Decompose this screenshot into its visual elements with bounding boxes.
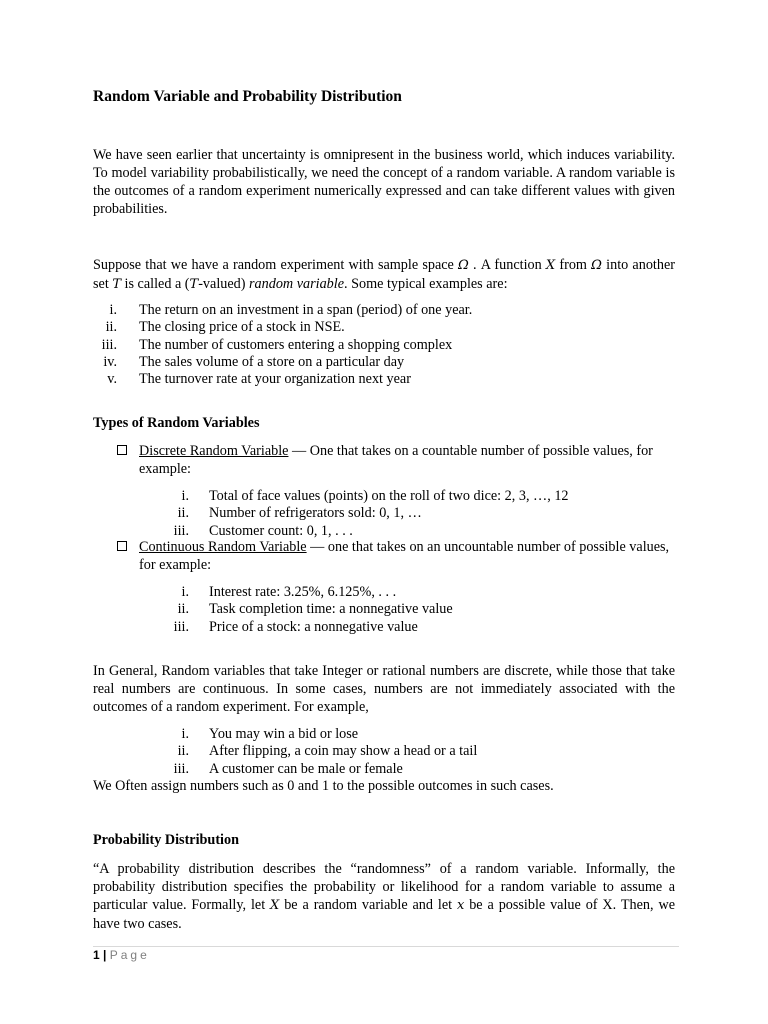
probability-distribution-heading: Probability Distribution <box>93 832 239 848</box>
intro-paragraph: We have seen earlier that uncertainty is omnipresent in the business world, which induces variability. To model variability probabilistically, we need the concept of a random variable. A random variable is the outcomes of a random experiment numerically expressed and can take different values with given probabilities. <box>93 147 675 217</box>
list-item-number: i. <box>181 488 189 504</box>
page-number: 1 <box>93 948 100 962</box>
list-item-number: v. <box>107 371 117 388</box>
list-item-number: iv. <box>103 353 117 370</box>
checkbox-bullet-icon <box>117 445 127 455</box>
list-item-text: Customer count: 0, 1, . . . <box>209 522 353 539</box>
assign-paragraph: We Often assign numbers such as 0 and 1 to the possible outcomes in such cases. <box>93 778 554 794</box>
continuous-term: Continuous Random Variable <box>139 539 307 555</box>
list-item-number: ii. <box>177 743 189 760</box>
list-item-text: The return on an investment in a span (period) of one year. <box>139 302 473 318</box>
list-item-text: You may win a bid or lose <box>209 726 359 742</box>
list-item-text: The number of customers entering a shopping complex <box>139 336 453 353</box>
list-item-number: i. <box>181 726 189 742</box>
types-heading: Types of Random Variables <box>93 415 260 431</box>
page-footer: 1 | Page <box>93 948 150 962</box>
list-item-text: Task completion time: a nonnegative value <box>209 601 453 618</box>
list-item-text: Price of a stock: a nonnegative value <box>209 618 418 635</box>
list-item-text: After flipping, a coin may show a head or a tail <box>209 743 478 760</box>
list-item-text: The closing price of a stock in NSE. <box>139 319 345 336</box>
list-item-number: ii. <box>177 505 189 522</box>
list-item-text: Interest rate: 3.25%, 6.125%, . . . <box>209 584 397 600</box>
list-item-number: i. <box>181 584 189 600</box>
definition-paragraph: Suppose that we have a random experiment with sample space Ω . A function X from Ω into another set T is called a (T-valued) random variable. Some typical examples are: <box>93 257 675 292</box>
list-item-number: ii. <box>177 601 189 618</box>
discrete-bullet: Discrete Random Variable — One that takes on a countable number of possible values, for example: <box>117 442 677 478</box>
list-item-number: iii. <box>173 618 189 635</box>
list-item-text: Total of face values (points) on the roll of two dice: 2, 3, …, 12 <box>209 488 569 504</box>
list-item-text: Number of refrigerators sold: 0, 1, … <box>209 505 422 522</box>
page-title: Random Variable and Probability Distribution <box>93 88 402 105</box>
list-item-text: The sales volume of a store on a particular day <box>139 353 405 370</box>
list-item-number: ii. <box>105 319 117 336</box>
probability-distribution-paragraph: “A probability distribution describes the “randomness” of a random variable. Informally, the probability distribution specifies the probability or likelihood for a random variable to assume a particular value. Formally, let X be a random variable and let x be a possible value of X. Then, we have two cases. <box>93 861 675 932</box>
list-item-number: iii. <box>173 760 189 777</box>
list-item-number: iii. <box>101 336 117 353</box>
page-label: Page <box>109 948 150 962</box>
list-item-text: The turnover rate at your organization next year <box>139 371 411 388</box>
continuous-bullet: Continuous Random Variable — one that takes on an uncountable number of possible values, for example: <box>117 538 677 574</box>
list-item-number: i. <box>109 302 117 318</box>
footer-divider <box>93 946 679 947</box>
list-item-number: iii. <box>173 522 189 539</box>
checkbox-bullet-icon <box>117 541 127 551</box>
discrete-term: Discrete Random Variable <box>139 443 289 459</box>
list-item-text: A customer can be male or female <box>209 760 403 777</box>
general-paragraph: In General, Random variables that take Integer or rational numbers are discrete, while those that take real numbers are continuous. In some cases, numbers are not immediately associated with the outcomes of a random experiment. For example, <box>93 663 675 715</box>
